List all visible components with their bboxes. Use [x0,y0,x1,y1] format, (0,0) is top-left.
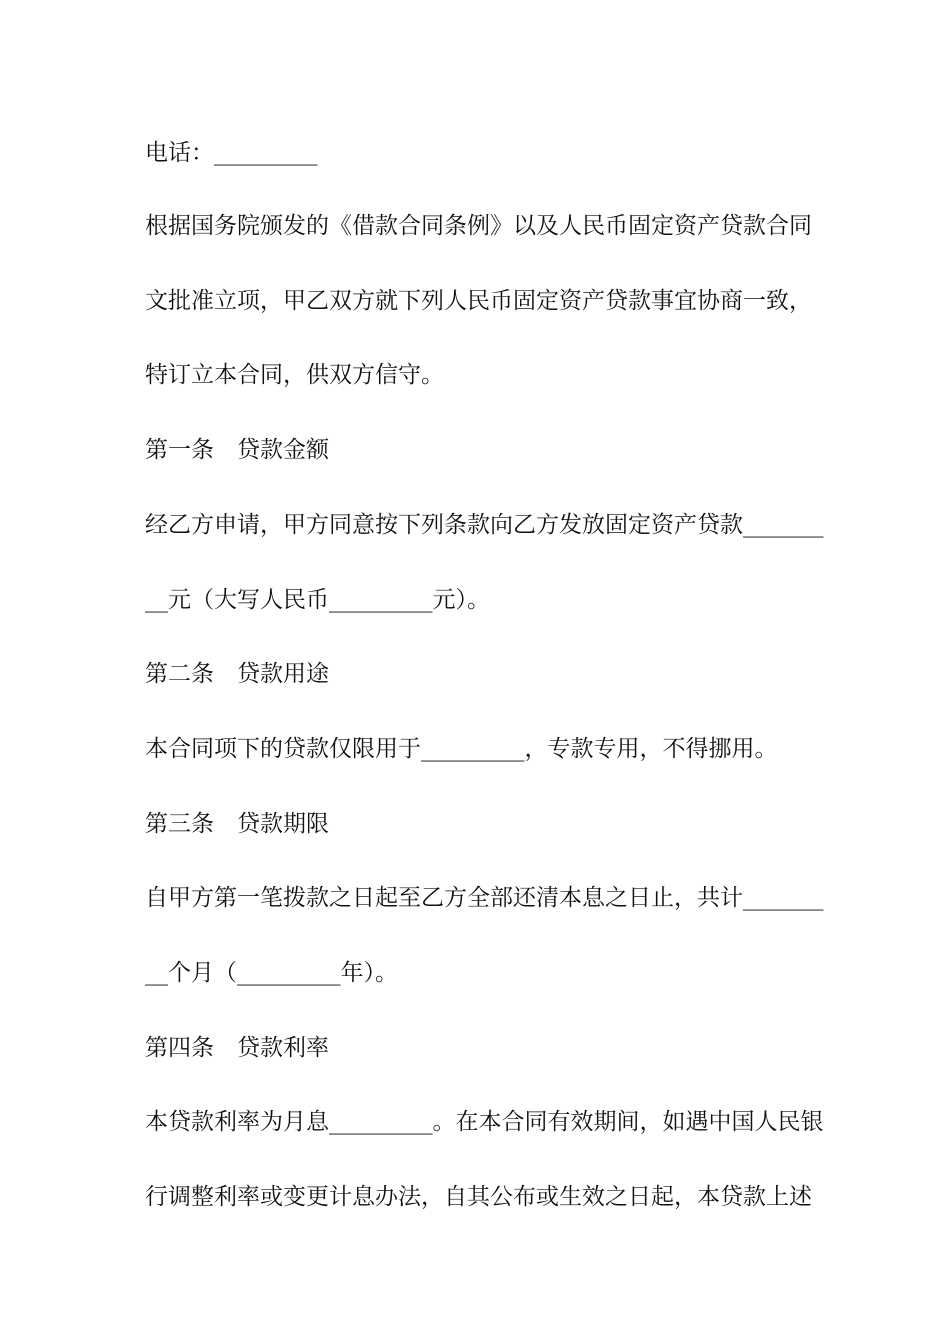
paragraph-line: 特订立本合同，供双方信守。 [145,362,444,388]
paragraph-line: 行调整利率或变更计息办法，自其公布或生效之日起，本贷款上述 [145,1184,812,1210]
paragraph-line: 自甲方第一笔拨款之日起至乙方全部还清本息之日止，共计_______ [145,885,824,911]
phone-line: 电话：_________ [145,140,318,166]
paragraph-line: 本合同项下的贷款仅限用于_________，专款专用，不得挪用。 [145,736,778,762]
article-3-heading: 第三条 贷款期限 [145,811,329,837]
paragraph-line: 根据国务院颁发的《借款合同条例》以及人民币固定资产贷款合同 [145,213,812,239]
paragraph-line: 本贷款利率为月息_________。在本合同有效期间，如遇中国人民银 [145,1109,824,1135]
paragraph-line: __元（大写人民币_________元）。 [145,587,490,613]
paragraph-line: __个月（_________年）。 [145,960,398,986]
paragraph-line: 文批准立项，甲乙双方就下列人民币固定资产贷款事宜协商一致， [145,288,812,314]
article-1-heading: 第一条 贷款金额 [145,437,329,463]
article-2-heading: 第二条 贷款用途 [145,661,329,687]
article-4-heading: 第四条 贷款利率 [145,1035,329,1061]
paragraph-line: 经乙方申请，甲方同意按下列条款向乙方发放固定资产贷款_______ [145,512,824,538]
